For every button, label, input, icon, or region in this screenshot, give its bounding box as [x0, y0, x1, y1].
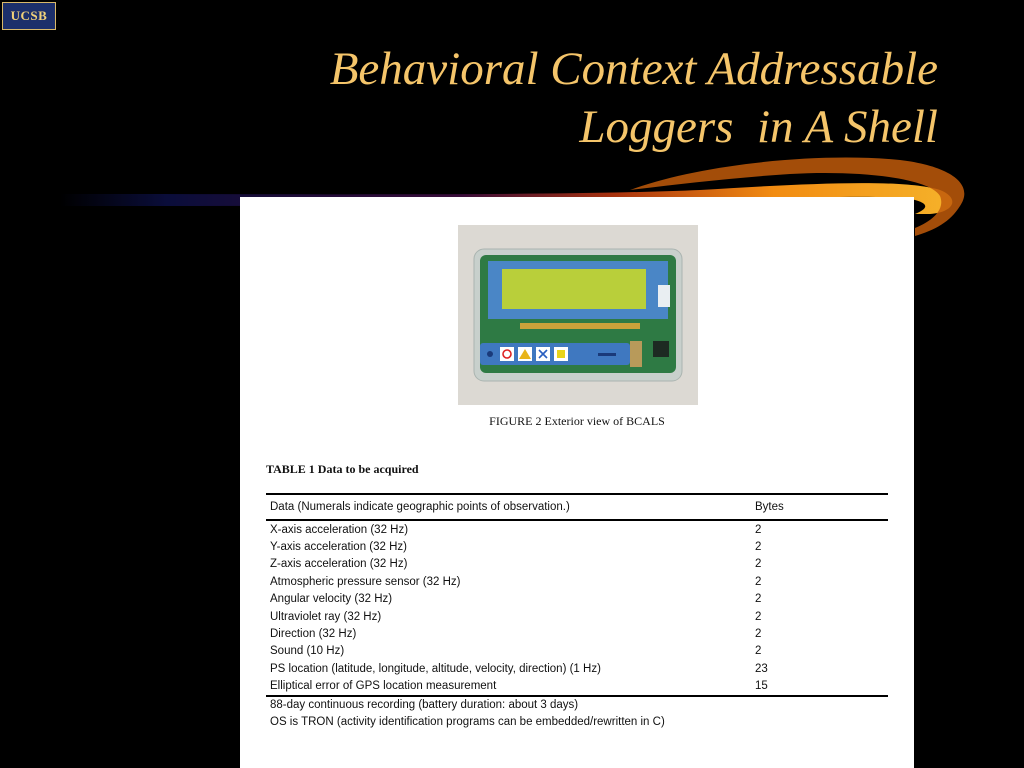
row-bytes: 2	[755, 575, 762, 588]
table-note: OS is TRON (activity identification programs can be embedded/rewritten in C)	[270, 716, 665, 728]
data-table	[266, 493, 888, 697]
document-page	[240, 197, 914, 768]
row-label: Angular velocity (32 Hz)	[270, 593, 393, 606]
row-label: X-axis acceleration (32 Hz)	[270, 523, 409, 536]
row-label: Elliptical error of GPS location measurement	[270, 680, 497, 693]
table-row	[266, 573, 888, 590]
row-bytes: 2	[755, 645, 762, 658]
table-row	[266, 521, 888, 538]
table-row	[266, 660, 888, 677]
row-bytes: 2	[755, 593, 762, 606]
slide-title-line-2: Loggers in A Shell	[579, 101, 938, 153]
table-header-data: Data (Numerals indicate geographic points of observation.)	[270, 501, 570, 513]
row-label: Atmospheric pressure sensor (32 Hz)	[270, 575, 461, 588]
table-note: 88-day continuous recording (battery duration: about 3 days)	[270, 699, 579, 711]
row-bytes: 23	[755, 662, 768, 675]
table-row	[266, 608, 888, 625]
table-row	[266, 625, 888, 642]
figure-caption: FIGURE 2 Exterior view of BCALS	[489, 414, 665, 428]
ucsb-logo-text: UCSB	[10, 8, 48, 23]
row-bytes: 15	[755, 680, 768, 693]
row-label: Direction (32 Hz)	[270, 628, 357, 641]
row-bytes: 2	[755, 558, 762, 571]
table-row	[266, 591, 888, 608]
table-notes	[270, 697, 665, 731]
table-row	[266, 643, 888, 660]
row-label: Ultraviolet ray (32 Hz)	[270, 610, 382, 623]
slide-title	[138, 40, 938, 156]
ucsb-logo	[2, 2, 56, 30]
table-header-bytes: Bytes	[755, 501, 784, 513]
bcals-device-photo	[458, 225, 698, 405]
table-row	[266, 678, 888, 695]
row-label: PS location (latitude, longitude, altitude, velocity, direction) (1 Hz)	[270, 662, 601, 675]
table-title: TABLE 1 Data to be acquired	[266, 462, 419, 476]
table-header-row	[266, 495, 888, 519]
row-bytes: 2	[755, 610, 762, 623]
row-bytes: 2	[755, 523, 762, 536]
row-label: Z-axis acceleration (32 Hz)	[270, 558, 408, 571]
slide-title-line-1: Behavioral Context Addressable	[329, 43, 938, 95]
table-row	[266, 556, 888, 573]
table-row	[266, 538, 888, 555]
row-bytes: 2	[755, 628, 762, 641]
row-label: Sound (10 Hz)	[270, 645, 345, 658]
row-label: Y-axis acceleration (32 Hz)	[270, 541, 407, 554]
row-bytes: 2	[755, 541, 762, 554]
